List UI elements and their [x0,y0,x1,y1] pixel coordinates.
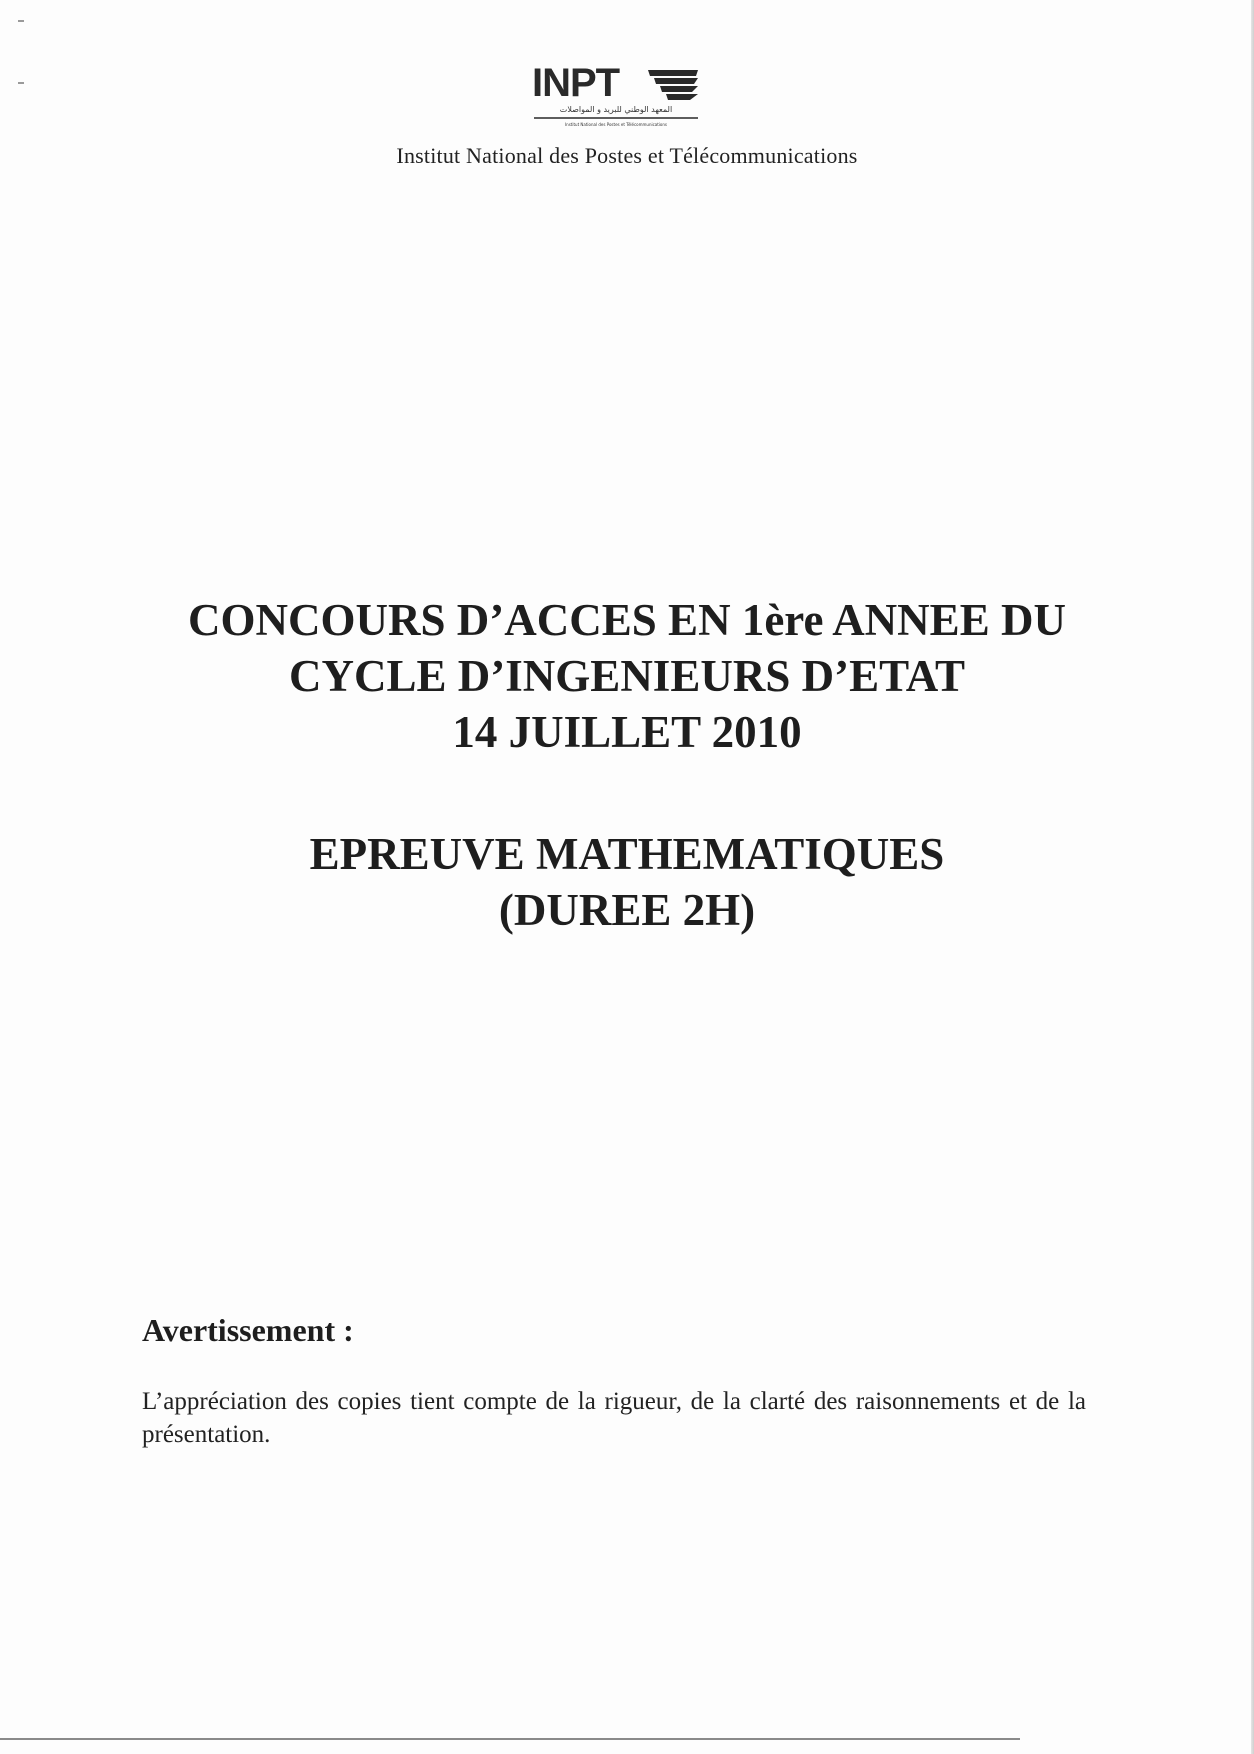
exam-subject [0,826,1254,938]
scan-edge [0,1738,1020,1740]
warning-text: L’appréciation des copies tient compte de la rigueur, de la clarté des raisonnements et de la présentation. [142,1388,1086,1448]
scan-mark [18,20,24,22]
subject-line: EPREUVE MATHEMATIQUES [309,829,945,879]
logo-wordmark: INPT [532,62,620,105]
warning-heading: Avertissement : [142,1312,354,1348]
exam-title [0,592,1254,760]
title-line: CONCOURS D’ACCES EN 1ère ANNEE DU [188,595,1066,645]
exam-date: 14 JUILLET 2010 [452,707,802,757]
logo-stripes-icon [648,70,698,100]
title-line: CYCLE D’INGENIEURS D’ETAT [289,651,965,701]
inpt-logo [530,62,702,136]
institute-name: Institut National des Postes et Télécommunications [396,143,858,168]
logo-arabic-subtitle: المعهد الوطني للبريد و المواصلات [559,105,673,114]
logo-french-subtitle: Institut National des Postes et Télécommunications [564,122,668,127]
duration-line: (DUREE 2H) [498,885,756,935]
scan-mark [18,82,24,84]
